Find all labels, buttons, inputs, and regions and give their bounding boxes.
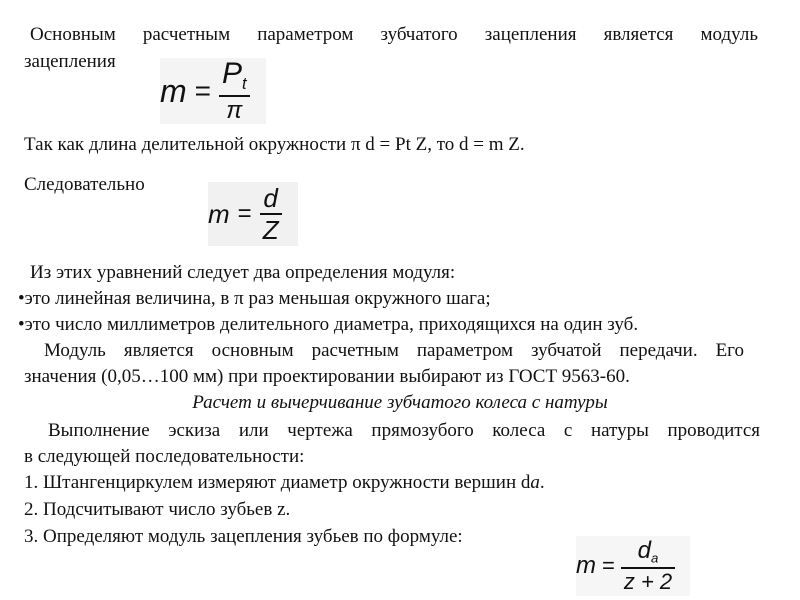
module-paragraph-line-1: Модуль является основным расчетным параметром зубчатой передачи. Его <box>44 340 744 361</box>
formula-equals: = <box>237 200 252 227</box>
step-2: 2. Подсчитывают число зубьев z. <box>24 499 291 520</box>
formula-lhs: m <box>208 198 230 229</box>
section-heading: Расчет и вычерчивание зубчатого колеса с натуры <box>192 392 608 413</box>
formula-denominator: z + 2 <box>623 568 673 594</box>
formula-fraction <box>621 539 675 593</box>
formula-lhs: m <box>576 552 596 579</box>
formula-module-pitch <box>160 58 266 124</box>
module-paragraph-line-2: значения (0,05…100 мм) при проектировании выбирают из ГОСТ 9563-60. <box>24 366 630 387</box>
definition-bullet-1: •это линейная величина, в π раз меньшая окружного шага; <box>18 288 491 309</box>
definitions-intro: Из этих уравнений следует два определения модуля: <box>30 262 456 283</box>
formula-denominator: Z <box>262 215 279 245</box>
formula-numerator <box>219 59 250 92</box>
intro-line-1: Основным расчетным параметром зубчатого зацепления является модуль <box>30 24 758 45</box>
step-1-subscript-var: a <box>530 472 540 493</box>
pitch-circle-statement: Так как длина делительной окружности π d = Pt Z, то d = m Z. <box>24 134 525 155</box>
therefore-label: Следовательно <box>24 174 145 195</box>
step-1 <box>24 472 545 494</box>
formula-numerator <box>635 539 662 565</box>
step-3: 3. Определяют модуль зацепления зубьев по формуле: <box>24 526 463 547</box>
step-1-text: 1. Штангенциркулем измеряют диаметр окружности вершин d <box>24 472 531 493</box>
formula-denominator: π <box>226 96 243 124</box>
formula-equals: = <box>602 553 615 578</box>
formula-fraction <box>260 185 282 243</box>
formula-fraction <box>219 59 250 122</box>
formula-numerator-subscript: t <box>242 75 247 94</box>
intro-line-2: зацепления <box>24 51 116 72</box>
procedure-paragraph-line-1: Выполнение эскиза или чертежа прямозубого колеса с натуры проводится <box>48 420 760 441</box>
formula-equals: = <box>194 75 212 106</box>
formula-module-tip-diameter <box>576 536 690 596</box>
formula-numerator: d <box>263 183 278 213</box>
procedure-paragraph-line-2: в следующей последовательности: <box>24 446 305 467</box>
formula-numerator-subscript: a <box>651 550 659 566</box>
definition-bullet-2: •это число миллиметров делительного диаметра, приходящихся на один зуб. <box>18 314 639 335</box>
formula-lhs: m <box>160 72 187 109</box>
formula-numerator-symbol: P <box>222 57 243 91</box>
step-1-end: . <box>539 472 545 493</box>
formula-module-diameter <box>208 182 298 246</box>
formula-numerator-symbol: d <box>637 537 652 565</box>
